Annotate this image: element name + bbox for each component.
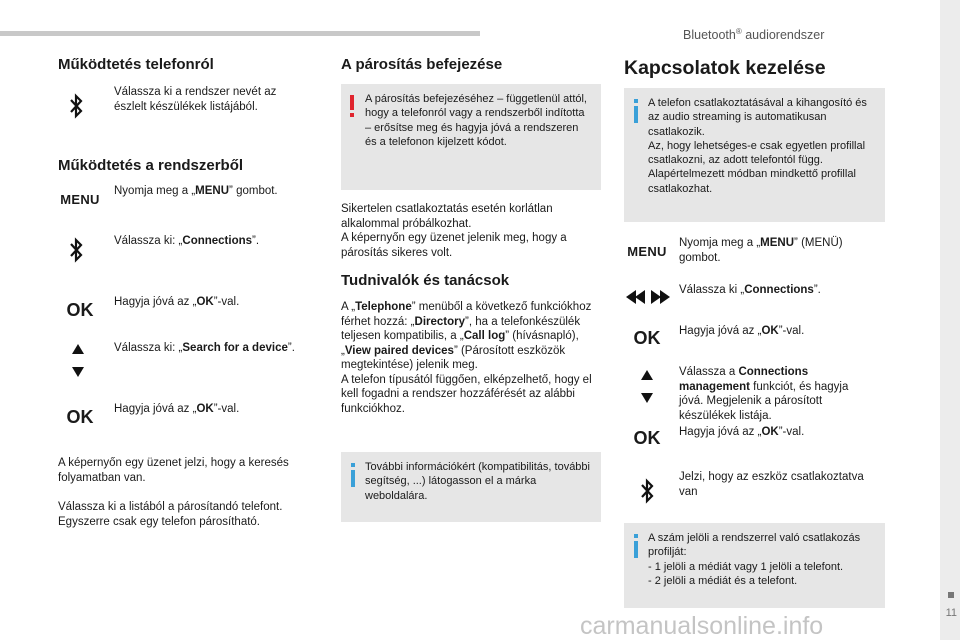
heading-system-operation: Működtetés a rendszerből <box>58 157 244 174</box>
ok-icon: OK <box>66 299 94 320</box>
menu-icon: MENU <box>627 243 667 259</box>
ok-icon: OK <box>633 327 661 348</box>
step-4: Válassza ki: „Search for a device”. <box>114 342 295 354</box>
info-box-profile <box>624 523 885 608</box>
conn-step-1: Nyomja meg a „MENU” (MENÜ) gombot. <box>679 237 843 264</box>
up-down-arrows-icon <box>70 343 86 379</box>
page-marker-icon <box>948 592 954 598</box>
ok-icon: OK <box>633 427 661 448</box>
step-5: Hagyja jóvá az „OK”-val. <box>114 403 240 415</box>
ok-icon: OK <box>66 406 94 427</box>
bluetooth-icon <box>66 236 86 264</box>
info-box-connections <box>624 88 885 222</box>
info-text-website: További információkért (kompatibilitás, további segítség, ...) látogasson el a márka weboldalára. <box>365 461 590 502</box>
conn-step-3: Hagyja jóvá az „OK”-val. <box>679 325 805 337</box>
up-down-arrows-icon <box>639 369 655 405</box>
step-1: Nyomja meg a „MENU” gombot. <box>114 185 278 197</box>
search-status-text: A képernyőn egy üzenet jelzi, hogy a keresés folyamatban van. <box>58 457 289 484</box>
conn-step-2: Válassza ki „Connections”. <box>679 284 821 296</box>
conn-step-5: Hagyja jóvá az „OK”-val. <box>679 426 805 438</box>
watermark: carmanualsonline.info <box>580 612 824 640</box>
step-2: Válassza ki: „Connections”. <box>114 235 260 247</box>
retry-text: Sikertelen csatlakoztatás esetén korlátlan alkalommal próbálkozhat. A képernyőn egy üzenet jelenik meg, hogy a párosítás sikeres volt. <box>341 203 567 259</box>
step-3: Hagyja jóvá az „OK”-val. <box>114 296 240 308</box>
left-right-arrows-icon <box>626 289 670 305</box>
info-text-connections: A telefon csatlakoztatásával a kihangosító és az audio streaming is automatikusan csatlakozik. Az, hogy lehetséges-e csak egyetlen profillal csatlakozni, az adott telefontól függ. Alapértelmezett módban mindkettő profillal csatlakozhat. <box>648 97 867 195</box>
info-text-profile: A szám jelöli a rendszerrel való csatlakozás profilját: - 1 jelöli a médiát vagy 1 jelöli a telefont. - 2 jelöli a médiát és a telefont. <box>648 532 861 587</box>
info-icon <box>632 99 640 127</box>
bluetooth-icon <box>66 92 86 120</box>
side-tab <box>940 0 960 640</box>
heading-pairing-completion: A párosítás befejezése <box>341 56 503 73</box>
info-icon <box>349 463 357 491</box>
conn-status-text: Jelzi, hogy az eszköz csatlakoztatva van <box>679 471 864 498</box>
menu-icon: MENU <box>60 191 100 207</box>
info-box-website <box>341 452 601 522</box>
warning-icon <box>349 95 355 121</box>
heading-connection-management: Kapcsolatok kezelése <box>624 57 826 79</box>
info-icon <box>632 534 640 562</box>
warning-box <box>341 84 601 190</box>
top-rule <box>0 31 480 36</box>
page-header: Bluetooth® audiorendszer <box>683 27 825 43</box>
select-phone-text: Válassza ki a listából a párosítandó telefont. Egyszerre csak egy telefon párosítható. <box>58 501 283 528</box>
heading-tips: Tudnivalók és tanácsok <box>341 272 510 289</box>
warning-text: A párosítás befejezéséhez – függetlenül attól, hogy a telefonról vagy a rendszerből indította – erősítse meg és hagyja jóvá a rendszeren és a telefonon kijelzett kódot. <box>365 93 587 148</box>
heading-phone-operation: Működtetés telefonról <box>58 56 214 73</box>
page-number: 11 <box>945 607 957 619</box>
phone-instruction: Válassza ki a rendszer nevét az észlelt készülékek listájából. <box>114 86 277 113</box>
tips-text: A „Telephone” menüből a következő funkciókhoz férhet hozzá: „Directory”, ha a telefonkészülék teljesen kompatibilis, a „Call log” (hívásnapló), „View paired devices” (Párosított eszközök megtekintése) jelenik meg. A telefon típusától függően, elképzelhető, hogy el kell fogadni a rendszer hozzáférését az alábbi funkciókhoz. <box>341 301 592 415</box>
bluetooth-icon <box>637 476 657 506</box>
conn-step-4: Válassza a Connections management funkciót, és hagyja jóvá. Megjelenik a párosított készülékek listája. <box>679 366 849 422</box>
